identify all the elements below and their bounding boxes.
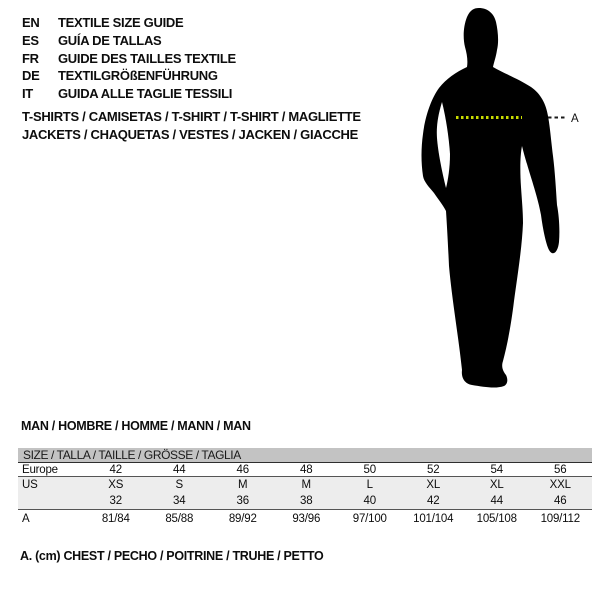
- table-cell: 42: [427, 495, 440, 507]
- category-jackets: JACKETS / CHAQUETAS / VESTES / JACKEN / GIACCHE: [22, 126, 358, 142]
- table-cell: 46: [554, 495, 567, 507]
- table-cell: L: [366, 479, 373, 491]
- row-label: A: [22, 513, 30, 525]
- table-cell: 46: [236, 463, 249, 476]
- language-code: FR: [22, 50, 39, 66]
- table-row-us: [18, 477, 592, 493]
- table-cell: 56: [554, 463, 567, 476]
- table-cell: S: [175, 479, 183, 491]
- measure-label-a: A: [571, 113, 579, 125]
- table-cell: M: [238, 479, 248, 491]
- language-code: DE: [22, 68, 40, 84]
- table-cell: 50: [363, 463, 376, 476]
- language-row: [22, 85, 236, 103]
- table-cell: M: [301, 479, 311, 491]
- language-code: IT: [22, 86, 33, 102]
- table-cell: 85/88: [165, 513, 194, 525]
- row-label: Europe: [22, 463, 58, 476]
- table-cell: 109/112: [540, 513, 580, 525]
- us-size-block: [18, 477, 592, 510]
- table-cell: 42: [109, 463, 122, 476]
- table-cell: 93/96: [292, 513, 321, 525]
- language-code: ES: [22, 32, 39, 48]
- man-silhouette-svg: [390, 0, 600, 400]
- table-row-numeric: [18, 493, 592, 509]
- row-label: US: [22, 479, 38, 491]
- table-row-chest-a: [18, 510, 592, 528]
- table-cell: 40: [363, 495, 376, 507]
- table-cell: 52: [427, 463, 440, 476]
- language-label: GUIDA ALLE TAGLIE TESSILI: [58, 86, 233, 102]
- footnote-chest-measure: A. (cm) CHEST / PECHO / POITRINE / TRUHE / PETTO: [20, 549, 324, 563]
- table-cell: 81/84: [101, 513, 130, 525]
- language-row: [22, 32, 236, 50]
- table-cell: 34: [173, 495, 186, 507]
- table-cell: 101/104: [413, 513, 454, 525]
- table-cell: XL: [426, 479, 441, 491]
- language-label: GUÍA DE TALLAS: [58, 32, 162, 48]
- table-cell: XXL: [549, 479, 571, 491]
- category-block: [22, 108, 361, 143]
- table-cell: 32: [109, 495, 122, 507]
- language-label: TEXTILGRÖßENFÜHRUNG: [58, 68, 218, 84]
- man-silhouette-path: [422, 8, 560, 388]
- language-row: [22, 50, 236, 68]
- size-table-header: SIZE / TALLA / TAILLE / GRÖSSE / TAGLIA: [18, 448, 592, 463]
- man-silhouette-figure: [390, 0, 600, 400]
- language-row: [22, 14, 236, 32]
- language-row: [22, 67, 236, 85]
- table-cell: 48: [300, 463, 313, 476]
- section-title-man: MAN / HOMBRE / HOMME / MANN / MAN: [21, 419, 251, 433]
- language-label: TEXTILE SIZE GUIDE: [58, 15, 184, 30]
- language-code: EN: [22, 15, 40, 30]
- table-cell: 44: [490, 495, 503, 507]
- table-cell: 38: [300, 495, 313, 507]
- table-cell: 97/100: [352, 513, 387, 525]
- table-cell: XS: [108, 479, 124, 491]
- language-label: GUIDE DES TAILLES TEXTILE: [58, 50, 236, 66]
- table-row-europe: [18, 463, 592, 477]
- size-table: [18, 448, 592, 528]
- table-cell: 89/92: [228, 513, 257, 525]
- table-cell: 54: [490, 463, 503, 476]
- category-tshirts: T-SHIRTS / CAMISETAS / T-SHIRT / T-SHIRT / MAGLIETTE: [22, 109, 361, 124]
- language-list: [22, 14, 236, 103]
- table-cell: 44: [173, 463, 186, 476]
- table-cell: 105/108: [476, 513, 517, 525]
- table-cell: 36: [236, 495, 249, 507]
- table-cell: XL: [489, 479, 504, 491]
